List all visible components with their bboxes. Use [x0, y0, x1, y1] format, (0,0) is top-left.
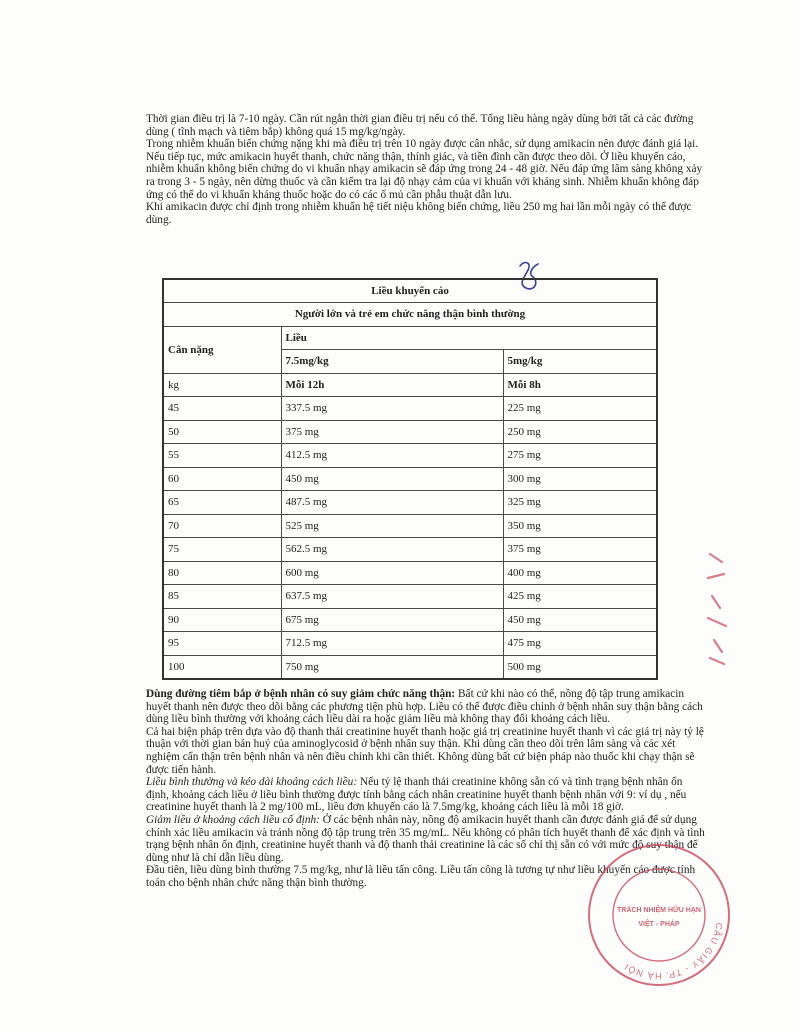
paragraph-creatinine: Cả hai biện pháp trên dựa vào độ thanh thải creatinine huyết thanh hoặc giá trị creatinine huyết thanh vì các giá trị này tỷ lệ thuận với thời gian bán huỷ của aminoglycosid ở bệnh nhân suy thận. Khi dùng cần theo dõi trên lâm sàng và các xét nghiệm cẩn thận trên bệnh nhân và nên điều chỉnh khi cần thiết. Không dùng bất cứ biện pháp nào thuốc khi chạy thận sẽ được tiến hành. — [146, 725, 704, 776]
dose-b-cell: 300 mg — [503, 467, 657, 491]
recommended-dose-table — [162, 278, 658, 680]
weight-header: Cân nặng — [163, 326, 281, 373]
interval-a-cell: Mỗi 12h — [281, 373, 503, 397]
paragraph-im-renal — [146, 688, 706, 726]
dose-b-cell: 400 mg — [503, 561, 657, 585]
paragraph-urinary: Khi amikacin được chỉ định trong nhiễm khuẩn hệ tiết niệu không biến chứng, liều 250 mg hai lần mỗi ngày có thể được dùng. — [146, 201, 692, 226]
table-subtitle: Người lớn và trẻ em chức năng thận bình thường — [163, 303, 657, 327]
table-row — [163, 655, 657, 679]
table-row — [163, 444, 657, 468]
dose-a-cell: 675 mg — [281, 608, 503, 632]
weight-cell: 70 — [163, 514, 281, 538]
dose-a-cell: 637.5 mg — [281, 585, 503, 609]
dose-b-cell: 375 mg — [503, 538, 657, 562]
table-row — [163, 514, 657, 538]
dose-b-header: 5mg/kg — [503, 350, 657, 374]
svg-text:CẦU GIẤY - TP. HÀ NỘI — [622, 922, 724, 981]
weight-cell: 50 — [163, 420, 281, 444]
stamp-fragment-mark — [702, 548, 732, 668]
dose-a-cell: 600 mg — [281, 561, 503, 585]
dosage-intro-text — [146, 113, 706, 226]
paragraph-reassessment: Trong nhiễm khuẩn biến chứng nặng khi mà điều trị trên 10 ngày được cân nhắc, sử dụng amikacin nên được đánh giá lại. — [146, 138, 699, 151]
weight-cell: 90 — [163, 608, 281, 632]
interval-b-cell: Mỗi 8h — [503, 373, 657, 397]
paragraph-duration: Thời gian điều trị là 7-10 ngày. Cần rút ngắn thời gian điều trị nếu có thể. Tổng liều hàng ngày dùng bởi tất cả các đường dùng ( tĩnh mạch và tiêm bắp) không quá 15 mg/kg/ngày. — [146, 113, 694, 138]
dose-b-cell: 500 mg — [503, 655, 657, 679]
dose-b-cell: 475 mg — [503, 632, 657, 656]
paragraph-loading-dose: Đầu tiên, liều dùng bình thường 7.5 mg/kg, như là liều tấn công. Liều tấn công là tương tự như liều khuyến cáo được tính toán cho bệnh nhân chức năng thận bình thường. — [146, 864, 696, 889]
heading-im-renal: Dùng đường tiêm bắp ở bệnh nhân có suy giảm chức năng thận: — [146, 688, 456, 700]
stamp-ring-text: CẦU GIẤY - TP. HÀ NỘI — [622, 921, 725, 982]
dose-b-cell: 350 mg — [503, 514, 657, 538]
body-im-renal: Bất cứ khi nào có thể, nồng độ tập trung amikacin huyết thanh nên được theo dõi bằng các phương tiện phù hợp. Liều có thể được điều chỉnh ở bệnh nhân suy thận bằng cách dùng liều bình thường với khoảng cách liều dài ra hoặc giảm liều mà không thay đổi khoảng cách liều. — [146, 688, 703, 726]
dose-b-cell: 250 mg — [503, 420, 657, 444]
weight-cell: 60 — [163, 467, 281, 491]
heading-reduced-dose: Giảm liều ở khoảng cách liều cố định: — [146, 813, 320, 826]
paragraph-extended-interval — [146, 776, 706, 814]
dose-b-cell: 275 mg — [503, 444, 657, 468]
heading-extended-interval: Liều bình thường và kéo dài khoảng cách liều: — [146, 776, 358, 789]
table-row — [163, 561, 657, 585]
table-row — [163, 491, 657, 515]
dose-header: Liều — [281, 326, 657, 350]
dose-a-cell: 562.5 mg — [281, 538, 503, 562]
dose-a-cell: 750 mg — [281, 655, 503, 679]
weight-cell: 75 — [163, 538, 281, 562]
weight-cell: 100 — [163, 655, 281, 679]
weight-cell: 80 — [163, 561, 281, 585]
table-row — [163, 608, 657, 632]
dose-b-cell: 325 mg — [503, 491, 657, 515]
dose-b-cell: 450 mg — [503, 608, 657, 632]
table-row — [163, 538, 657, 562]
dose-a-cell: 375 mg — [281, 420, 503, 444]
dose-a-header: 7.5mg/kg — [281, 350, 503, 374]
stamp-line-2: VIỆT - PHÁP — [638, 921, 680, 928]
table-row — [163, 467, 657, 491]
body-extended-interval: Nếu tỷ lệ thanh thải creatinine không sẵn có và tình trạng bệnh nhân ổn định, khoảng cách liều ở liều bình thường được tính bằng cách nhân creatinine huyết thanh bệnh nhân với 9: ví dụ , nếu creatinine huyết thanh là 2 mg/100 mL, liều đơn khuyến cáo là 7.5mg/kg, khoảng cách liều là mỗi 18 giờ. — [146, 776, 687, 814]
weight-cell: 95 — [163, 632, 281, 656]
table-title: Liều khuyến cáo — [163, 279, 657, 303]
dose-a-cell: 450 mg — [281, 467, 503, 491]
table-row — [163, 632, 657, 656]
table-row — [163, 420, 657, 444]
weight-cell: 85 — [163, 585, 281, 609]
table-row — [163, 397, 657, 421]
dose-a-cell: 337.5 mg — [281, 397, 503, 421]
weight-cell: 55 — [163, 444, 281, 468]
dose-b-cell: 425 mg — [503, 585, 657, 609]
table-row — [163, 585, 657, 609]
company-stamp — [584, 840, 734, 990]
dose-a-cell: 525 mg — [281, 514, 503, 538]
unit-cell: kg — [163, 373, 281, 397]
dose-a-cell: 712.5 mg — [281, 632, 503, 656]
stamp-line-1: TRÁCH NHIỆM HỮU HẠN — [617, 907, 701, 914]
dose-b-cell: 225 mg — [503, 397, 657, 421]
weight-cell: 65 — [163, 491, 281, 515]
weight-cell: 45 — [163, 397, 281, 421]
paragraph-monitoring: Nếu tiếp tục, mức amikacin huyết thanh, chức năng thận, thính giác, và tiền đình cần được theo dõi. Ở liều khuyến cáo, nhiễm khuẩn không biến chứng do vi khuẩn nhạy amikacin sẽ đáp ứng trong 24 - 48 giờ. Nếu đáp ứng lâm sàng không xảy ra trong 3 - 5 ngày, nên dừng thuốc và cần kiểm tra lại độ nhạy cảm của vi khuẩn với kháng sinh. Nhiễm khuẩn không đáp ứng có thể do vi khuẩn kháng thuốc hoặc do có các ổ mủ cần phẫu thuật dẫn lưu. — [146, 150, 703, 201]
dose-a-cell: 487.5 mg — [281, 491, 503, 515]
body-reduced-dose: Ở các bệnh nhân này, nồng độ amikacin huyết thanh cần được đánh giá để sử dụng chính xác liều amikacin và tránh nồng độ tập trung trên 35 mg/mL. Nếu không có phân tích huyết thanh để xác định và tình trạng bệnh nhân ổn định, creatinine huyết thanh và độ thanh thải creatinine là các số chỉ thị sẵn có với mức độ suy thận để dùng như là chỉ dẫn liều dùng. — [146, 813, 705, 864]
dose-a-cell: 412.5 mg — [281, 444, 503, 468]
